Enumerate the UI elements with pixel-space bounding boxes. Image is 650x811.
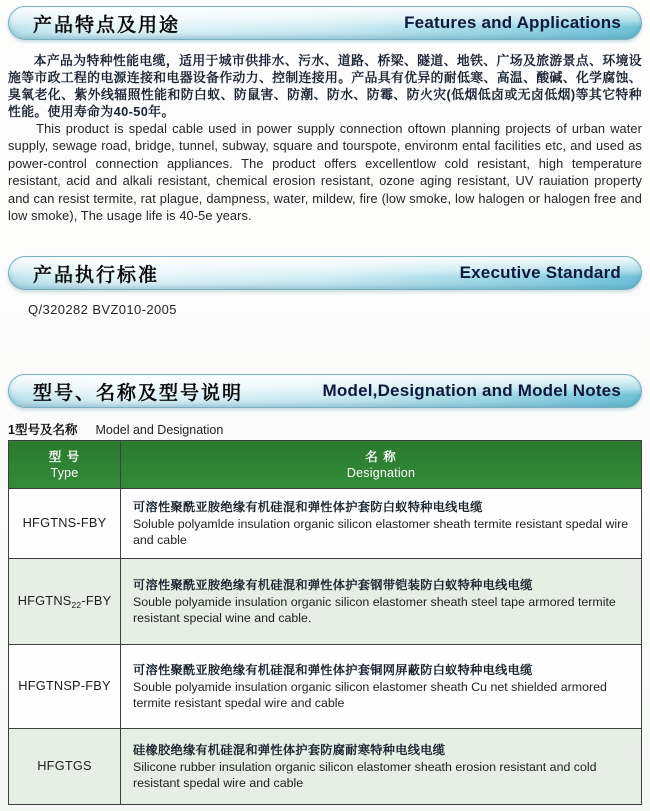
model-type: HFGTNSP-FBY <box>9 645 121 729</box>
model-title-en: Model,Designation and Model Notes <box>322 381 621 401</box>
section-header-model <box>8 374 642 408</box>
model-designation <box>121 645 642 729</box>
model-subheading-en: Model and Designation <box>95 423 224 438</box>
section-header-standard <box>8 256 642 290</box>
model-designation <box>121 559 642 645</box>
model-type: $HFGTNS_{22}$-FBY <box>9 559 121 645</box>
model-type: HFGTNS-FBY <box>9 489 121 559</box>
column-header-designation-zh: 名 称 <box>365 449 397 464</box>
table-header-row <box>9 441 642 489</box>
column-header-designation <box>121 441 642 489</box>
model-designation <box>121 489 642 559</box>
features-paragraph-chinese: 本产品为特种性能电缆，适用于城市供排水、污水、道路、桥梁、隧道、地铁、广场及旅游景点、环境设施等市政工程的电源连接和电器设备作动力、控制连接用。产品具有优异的耐低寒、高温、酸碱、化学腐蚀、臭氧老化、紫外线辐照性能和防白蚁、防鼠害、防潮、防水、防霉、防火灾(低烟低卤或无卤低烟)等其它特种性能。使用寿命为40-50年。 <box>8 53 642 119</box>
designation-zh: 硅橡胶绝缘有机硅混和弹性体护套防腐耐寒特种电线电缆 <box>133 743 446 758</box>
table-row <box>9 489 642 559</box>
designation-zh: 可溶性聚酰亚胺绝缘有机硅混和弹性体护套防白蚁特种电线电缆 <box>133 500 483 515</box>
model-subheading <box>8 420 642 436</box>
designation-en: Souble polyamide insulation organic silicon elastomer sheath Cu net shielded armored termite resistant spedal wire and cable <box>133 679 607 711</box>
designation-zh: 可溶性聚酰亚胺绝缘有机硅混和弹性体护套钢带铠装防白蚁特种电线电缆 <box>133 578 533 593</box>
table-row <box>9 559 642 645</box>
column-header-designation-en: Designation <box>346 465 416 480</box>
column-header-type <box>9 441 121 489</box>
features-title-en: Features and Applications <box>404 13 621 32</box>
model-title-zh: 型号、名称及型号说明 <box>33 382 244 404</box>
designation-en: Silicone rubber insulation organic silicon elastomer sheath erosion resistant and cold resistant spedal wire and cable <box>133 759 597 791</box>
standard-title-zh: 产品执行标准 <box>33 264 160 286</box>
designation-en: Soluble polyamlde insulation organic silicon elastomer sheath termite resistant spedal wire and cable <box>133 516 629 548</box>
table-row <box>9 729 642 805</box>
standard-code: Q/320282 BVZ010-2005 <box>28 302 177 318</box>
designation-zh: 可溶性聚酰亚胺绝缘有机硅混和弹性体护套铜网屏蔽防白蚁特种电线电缆 <box>133 663 533 678</box>
features-paragraph-english: This product is spedal cable used in power supply connection oftown planning projects of urban water supply, sewage road, bridge, tunnel, subway, square and tourspote, environm ental facilities etc, and used as power-control connection appliances. The product offers excellentlow cold resistant, high temperature resistant, acid and alkali resistant, chemical erosion resistant, ozone aging resistant, UV rauiation property and can resist termite, rat plague, dampness, water, mildew, fire (low smoke, low halogen or halogen free and low smoke), The usage life is 40-5e years. <box>8 121 642 224</box>
standard-title-en: Executive Standard <box>459 263 621 283</box>
features-title-zh: 产品特点及用途 <box>33 14 181 36</box>
section-header-features <box>8 6 642 40</box>
model-subheading-zh: 1型号及名称 <box>8 423 78 438</box>
model-type: HFGTGS <box>9 729 121 805</box>
column-header-type-zh: 型 号 <box>48 449 81 464</box>
designation-en: Souble polyamide insulation organic silicon elastomer sheath steel tape armored termite resistant special wine and cable. <box>133 594 616 626</box>
column-header-type-en: Type <box>50 465 79 480</box>
model-designation <box>121 729 642 805</box>
table-row <box>9 645 642 729</box>
model-designation-table <box>8 440 642 805</box>
